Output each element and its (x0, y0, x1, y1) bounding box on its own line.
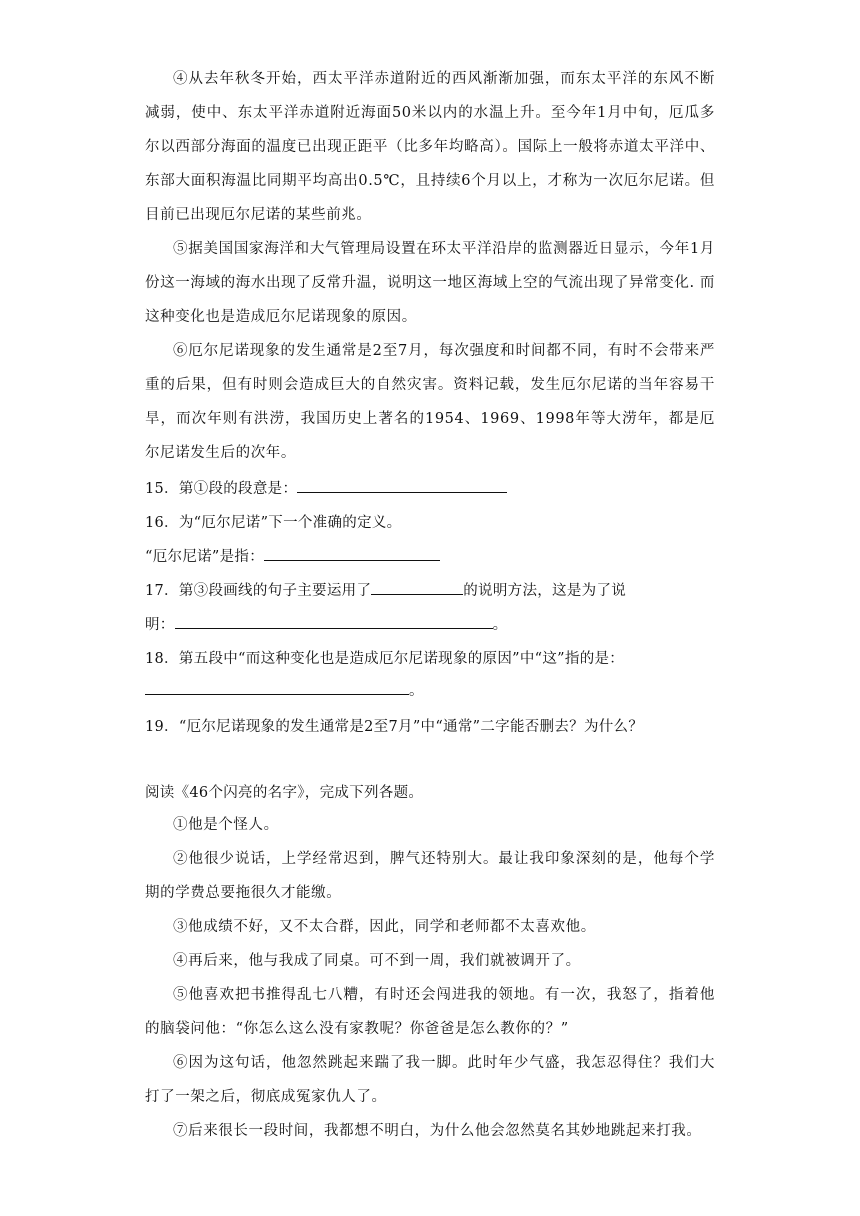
passage-2-paragraph-4: ④再后来，他与我成了同桌。可不到一周，我们就被调开了。 (173, 953, 581, 969)
passage-2-paragraph-6: ⑥因为这句话，他忽然跳起来踹了我一脚。此时年少气盛，我怎忍得住？我们大打了一架之后，彻底成冤家仇人了。 (145, 1055, 715, 1105)
question-17-end: 。 (492, 617, 508, 633)
question-18-text: 18．第五段中“而这种变化也是造成厄尔尼诺现象的原因”中“这”指的是： (145, 651, 625, 667)
answer-blank-16[interactable] (264, 546, 440, 561)
passage-2-paragraph-3: ③他成绩不好，又不太合群，因此，同学和老师都不太喜欢他。 (173, 919, 596, 935)
question-17 (145, 580, 725, 602)
question-17-continued (145, 614, 725, 636)
answer-blank-18[interactable] (145, 680, 409, 695)
passage-2-intro: 阅读《46个闪亮的名字》，完成下列各题。 (145, 785, 424, 801)
question-19 (145, 716, 725, 738)
paragraph-4: ④从去年秋冬开始，西太平洋赤道附近的西风渐渐加强，而东太平洋的东风不断减弱，使中、东太平洋赤道附近海面50米以内的水温上升。至今年1月中旬，厄瓜多尔以西部分海面的温度已出现正距平（比多年均略高）。国际上一般将赤道太平洋中、东部大面积海温比同期平均高出0.5℃，且持续6个月以上，才称为一次厄尔尼诺。但目前已出现厄尔尼诺的某些前兆。 (145, 71, 715, 223)
question-16b-text: “厄尔尼诺”是指： (145, 549, 265, 565)
question-17a-text: 17．第③段画线的句子主要运用了 (145, 583, 372, 599)
question-16 (145, 512, 725, 534)
question-15-text: 15．第①段的段意是： (145, 481, 298, 497)
answer-blank-17b[interactable] (175, 614, 493, 629)
question-18-end: 。 (409, 683, 424, 699)
question-19-text: 19．“厄尔尼诺现象的发生通常是2至7月”中“通常”二字能否删去？为什么？ (145, 719, 644, 735)
passage-2-paragraph-1: ①他是个怪人。 (173, 817, 279, 833)
paragraph-6: ⑥厄尔尼诺现象的发生通常是2至7月，每次强度和时间都不同，有时不会带来严重的后果，但有时则会造成巨大的自然灾害。资料记载，发生厄尔尼诺的当年容易干旱，而次年则有洪涝，我国历史上著名的1954、1969、1998年等大涝年，都是厄尔尼诺发生后的次年。 (145, 343, 715, 461)
question-17c-text: 明： (145, 617, 175, 633)
answer-blank-17a[interactable] (371, 580, 463, 595)
question-16-definition (145, 546, 725, 568)
answer-blank-15[interactable] (297, 478, 507, 493)
question-15 (145, 478, 725, 500)
passage-2-paragraph-2: ②他很少说话，上学经常迟到，脾气还特别大。最让我印象深刻的是，他每个学期的学费总要拖很久才能缴。 (145, 851, 715, 901)
question-18-answer (145, 680, 725, 702)
passage-2-paragraph-5: ⑤他喜欢把书推得乱七八糟，有时还会闯进我的领地。有一次，我怒了，指着他的脑袋问他：“你怎么这么没有家教呢？你爸爸是怎么教你的？” (145, 987, 715, 1037)
question-17b-text: 的说明方法，这是为了说 (463, 583, 627, 599)
paragraph-5: ⑤据美国国家海洋和大气管理局设置在环太平洋沿岸的监测器近日显示，今年1月份这一海域的海水出现了反常升温，说明这一地区海域上空的气流出现了异常变化. 而这种变化也是造成厄尔尼诺现象的原因。 (145, 241, 715, 325)
question-16-text: 16．为“厄尔尼诺”下一个准确的定义。 (145, 515, 402, 531)
passage-2-paragraph-7: ⑦后来很长一段时间，我都想不明白，为什么他会忽然莫名其妙地跳起来打我。 (173, 1123, 702, 1139)
question-18 (145, 648, 725, 670)
